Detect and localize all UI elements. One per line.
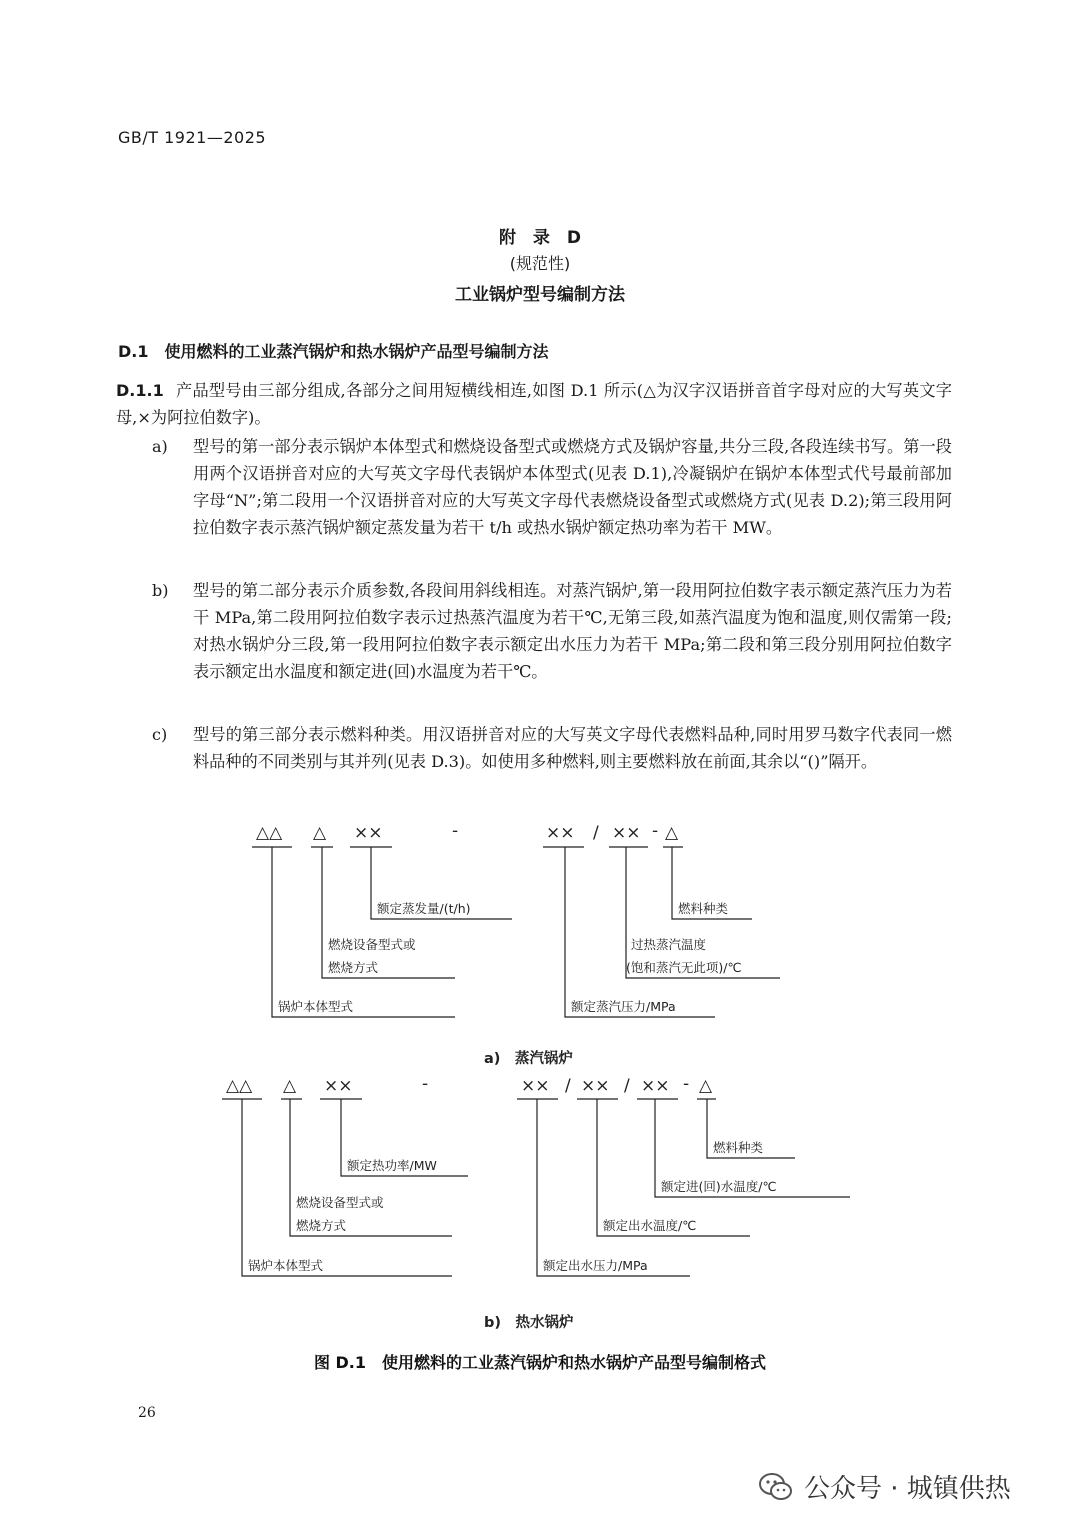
leader-pressure bbox=[565, 847, 715, 1017]
item-a-label: a) bbox=[152, 437, 168, 456]
label-combustion-1: 燃烧设备型式或 bbox=[296, 1195, 384, 1210]
symbol: △△ bbox=[226, 1076, 253, 1096]
item-c-label: c) bbox=[152, 725, 168, 744]
symbol: △△ bbox=[256, 823, 283, 843]
symbol: - bbox=[652, 821, 659, 841]
symbol: / bbox=[593, 823, 599, 843]
label-body: 锅炉本体型式 bbox=[248, 1258, 324, 1273]
wechat-icon bbox=[758, 1472, 794, 1502]
caption-b: b) 热水锅炉 bbox=[484, 1315, 574, 1331]
label-pressure: 额定蒸汽压力/MPa bbox=[571, 999, 676, 1014]
label-body: 锅炉本体型式 bbox=[278, 999, 354, 1014]
symbol: - bbox=[422, 1074, 429, 1094]
symbol: △ bbox=[313, 823, 327, 843]
symbol: △ bbox=[665, 823, 679, 843]
page-number: 26 bbox=[138, 1405, 156, 1421]
clause-text: 产品型号由三部分组成,各部分之间用短横线相连,如图 D.1 所示(△为汉字汉语拼音首字母对应的大写英文字母,×为阿拉伯数字)。 bbox=[116, 381, 952, 427]
watermark-text: 公众号 · 城镇供热 bbox=[804, 1474, 1011, 1504]
symbol: ×× bbox=[354, 823, 383, 843]
label-capacity: 额定蒸发量/(t/h) bbox=[377, 901, 471, 916]
symbol: △ bbox=[699, 1076, 713, 1096]
figure-caption: 图 D.1 使用燃料的工业蒸汽锅炉和热水锅炉产品型号编制格式 bbox=[313, 1353, 767, 1372]
label-superheat-2: (饱和蒸汽无此项)/℃ bbox=[626, 960, 742, 975]
symbol: ×× bbox=[641, 1076, 670, 1096]
item-c-text: 型号的第三部分表示燃料种类。用汉语拼音对应的大写英文字母代表燃料品种,同时用罗马数字代表同一燃料品种的不同类别与其并列(见表 D.3)。如使用多种燃料,则主要燃料放在前面,其余以“()”隔开。 bbox=[193, 725, 952, 771]
symbol: ×× bbox=[546, 823, 575, 843]
standard-code: GB/T 1921—2025 bbox=[118, 128, 267, 147]
item-b-text: 型号的第二部分表示介质参数,各段间用斜线相连。对蒸汽锅炉,第一段用阿拉伯数字表示额定蒸汽压力为若干 MPa,第二段用阿拉伯数字表示过热蒸汽温度为若干℃,无第三段,如蒸汽温度为饱和温度,则仅需第一段;对热水锅炉分三段,第一段用阿拉伯数字表示额定出水压力为若干 MPa;第二段和第三段分别用阿拉伯数字表示额定出水温度和额定进(回)水温度为若干℃。 bbox=[193, 581, 952, 681]
label-outlet-pressure: 额定出水压力/MPa bbox=[543, 1258, 648, 1273]
item-b-label: b) bbox=[152, 581, 169, 600]
symbol: - bbox=[683, 1074, 690, 1094]
clause-number: D.1.1 bbox=[116, 381, 164, 400]
symbol: ×× bbox=[324, 1076, 353, 1096]
label-combustion-2: 燃烧方式 bbox=[328, 960, 379, 975]
label-outlet-temp: 额定出水温度/℃ bbox=[603, 1218, 697, 1233]
item-a-text: 型号的第一部分表示锅炉本体型式和燃烧设备型式或燃烧方式及锅炉容量,共分三段,各段连续书写。第一段用两个汉语拼音对应的大写英文字母代表锅炉本体型式(见表 D.1),冷凝锅炉在锅炉本体型式代号最前部加字母“N”;第二段用一个汉语拼音对应的大写英文字母代表燃烧设备型式或燃烧方式(见表 D.2);第三段用阿拉伯数字表示蒸汽锅炉额定蒸发量为若干 t/h 或热水锅炉额定热功率为若干 MW。 bbox=[193, 437, 952, 537]
label-superheat-1: 过热蒸汽温度 bbox=[631, 937, 707, 952]
symbol: ×× bbox=[581, 1076, 610, 1096]
label-fuel: 燃料种类 bbox=[713, 1140, 764, 1155]
symbol: / bbox=[624, 1076, 630, 1096]
symbol: △ bbox=[283, 1076, 297, 1096]
symbol: - bbox=[452, 821, 459, 841]
appendix-nature: (规范性) bbox=[509, 254, 571, 273]
watermark bbox=[758, 1468, 1011, 1505]
leader-body bbox=[272, 847, 455, 1017]
label-combustion-1: 燃烧设备型式或 bbox=[328, 937, 416, 952]
leader-body-b bbox=[242, 1099, 452, 1276]
caption-a: a) 蒸汽锅炉 bbox=[484, 1051, 573, 1067]
symbol: ×× bbox=[521, 1076, 550, 1096]
label-fuel: 燃料种类 bbox=[678, 901, 729, 916]
label-power: 额定热功率/MW bbox=[347, 1158, 437, 1173]
section-title: D.1 使用燃料的工业蒸汽锅炉和热水锅炉产品型号编制方法 bbox=[118, 342, 549, 361]
label-inlet-temp: 额定进(回)水温度/℃ bbox=[661, 1179, 777, 1194]
label-combustion-2: 燃烧方式 bbox=[296, 1218, 347, 1233]
symbol: / bbox=[565, 1076, 571, 1096]
appendix-subtitle: 工业锅炉型号编制方法 bbox=[455, 285, 625, 305]
appendix-title: 附 录 D bbox=[498, 228, 582, 248]
symbol: ×× bbox=[612, 823, 641, 843]
leader-outlet-temp bbox=[597, 1099, 750, 1236]
